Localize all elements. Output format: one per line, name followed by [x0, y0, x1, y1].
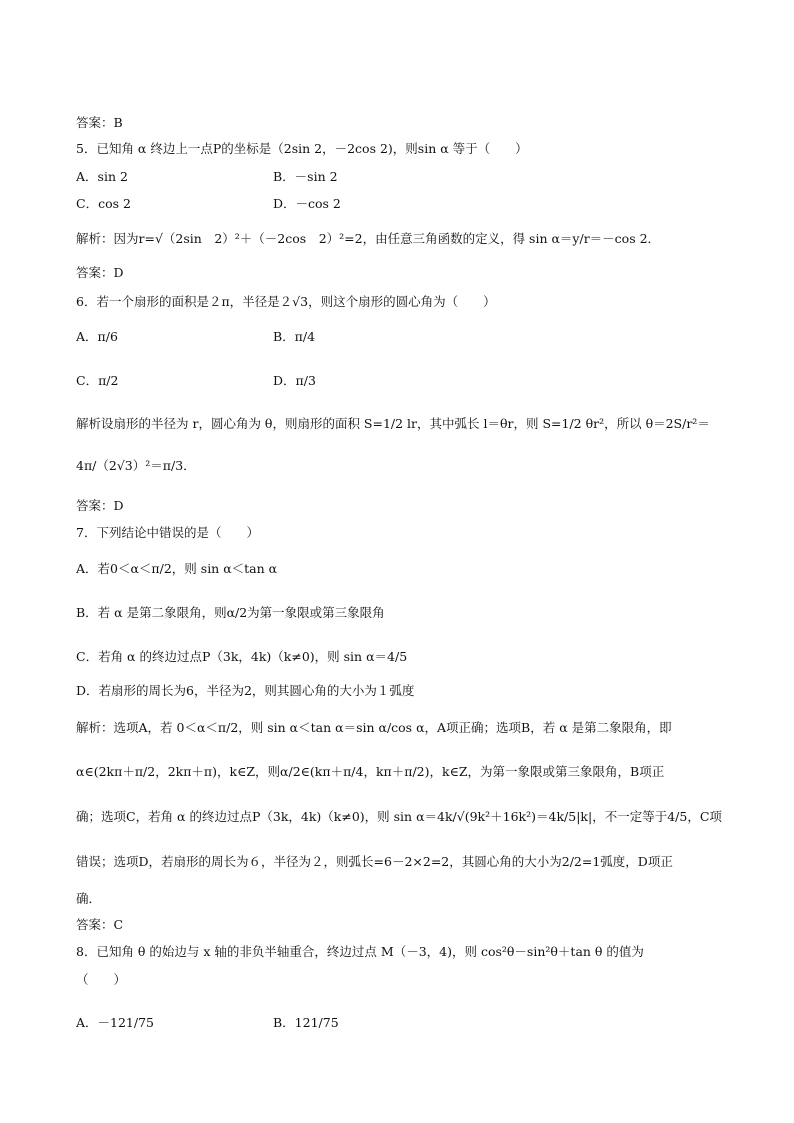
q8-stem-line-1: 8．已知角 θ 的始边与 x 轴的非负半轴重合，终边过点 M（－3，4)，则 cos²θ－sin²θ＋tan θ 的值为 — [76, 944, 644, 959]
q4-answer: 答案：B — [76, 115, 123, 130]
q7-option-d: D．若扇形的周长为6，半径为2，则其圆心角的大小为１弧度 — [76, 683, 415, 698]
q8-option-b: B．121/75 — [273, 1015, 339, 1030]
q7-analysis-line-1: 解析：选项A，若 0＜α＜π/2，则 sin α＜tan α＝sin α/cos α，A项正确；选项B，若 α 是第二象限角，即 — [76, 720, 672, 735]
q6-option-b: B．π/4 — [273, 329, 316, 344]
q5-option-b: B．－sin 2 — [273, 169, 338, 184]
q5-option-d: D．－cos 2 — [273, 196, 341, 211]
q7-stem: 7．下列结论中错误的是（ ） — [76, 525, 259, 540]
q6-analysis-line-2: 4π/（2√3）²＝π/3． — [76, 458, 196, 473]
q7-analysis-line-4: 错误；选项D，若扇形的周长为６，半径为２，则弧长=6－2×2=2，其圆心角的大小为2/2=1弧度，D项正 — [76, 854, 673, 869]
q7-analysis-line-2: α∈(2kπ＋π/2，2kπ＋π)，k∈Z，则α/2∈(kπ＋π/4，kπ＋π/2)，k∈Z，为第一象限或第三象限角，B项正 — [76, 764, 665, 779]
q6-answer: 答案：D — [76, 498, 124, 513]
q6-option-a: A．π/6 — [76, 329, 118, 344]
q5-stem: 5．已知角 α 终边上一点P的坐标是（2sin 2，－2cos 2)，则sin α 等于（ ） — [76, 141, 528, 156]
q5-option-c: C．cos 2 — [76, 196, 131, 211]
q5-answer: 答案：D — [76, 265, 124, 280]
q6-option-d: D．π/3 — [273, 373, 316, 388]
q7-option-b: B．若 α 是第二象限角，则α/2为第一象限或第三象限角 — [76, 605, 385, 620]
q5-option-a: A．sin 2 — [76, 169, 128, 184]
q7-answer: 答案：C — [76, 917, 124, 932]
q8-stem-line-2: （ ） — [76, 972, 127, 987]
q7-analysis-line-5: 确． — [76, 891, 102, 906]
q7-option-a: A．若0＜α＜π/2，则 sin α＜tan α — [76, 561, 278, 576]
q5-analysis: 解析：因为r=√（2sin 2）²＋（－2cos 2）²=2，由任意三角函数的定义，得 sin α＝y/r＝－cos 2． — [76, 231, 661, 246]
q7-option-c: C．若角 α 的终边过点P（3k，4k)（k≠0)，则 sin α＝4/5 — [76, 649, 408, 664]
q6-stem: 6．若一个扇形的面积是２π，半径是２√3，则这个扇形的圆心角为（ ） — [76, 294, 496, 309]
q7-analysis-line-3: 确；选项C，若角 α 的终边过点P（3k，4k)（k≠0)，则 sin α＝4k/√(9k²＋16k²)＝4k/5|k|，不一定等于4/5，C项 — [76, 809, 722, 824]
q6-analysis-line-1: 解析设扇形的半径为 r，圆心角为 θ，则扇形的面积 S=1/2 lr，其中弧长 l＝θr，则 S=1/2 θr²，所以 θ＝2S/r²＝ — [76, 416, 710, 431]
q8-option-a: A．－121/75 — [76, 1015, 155, 1030]
q6-option-c: C．π/2 — [76, 373, 119, 388]
